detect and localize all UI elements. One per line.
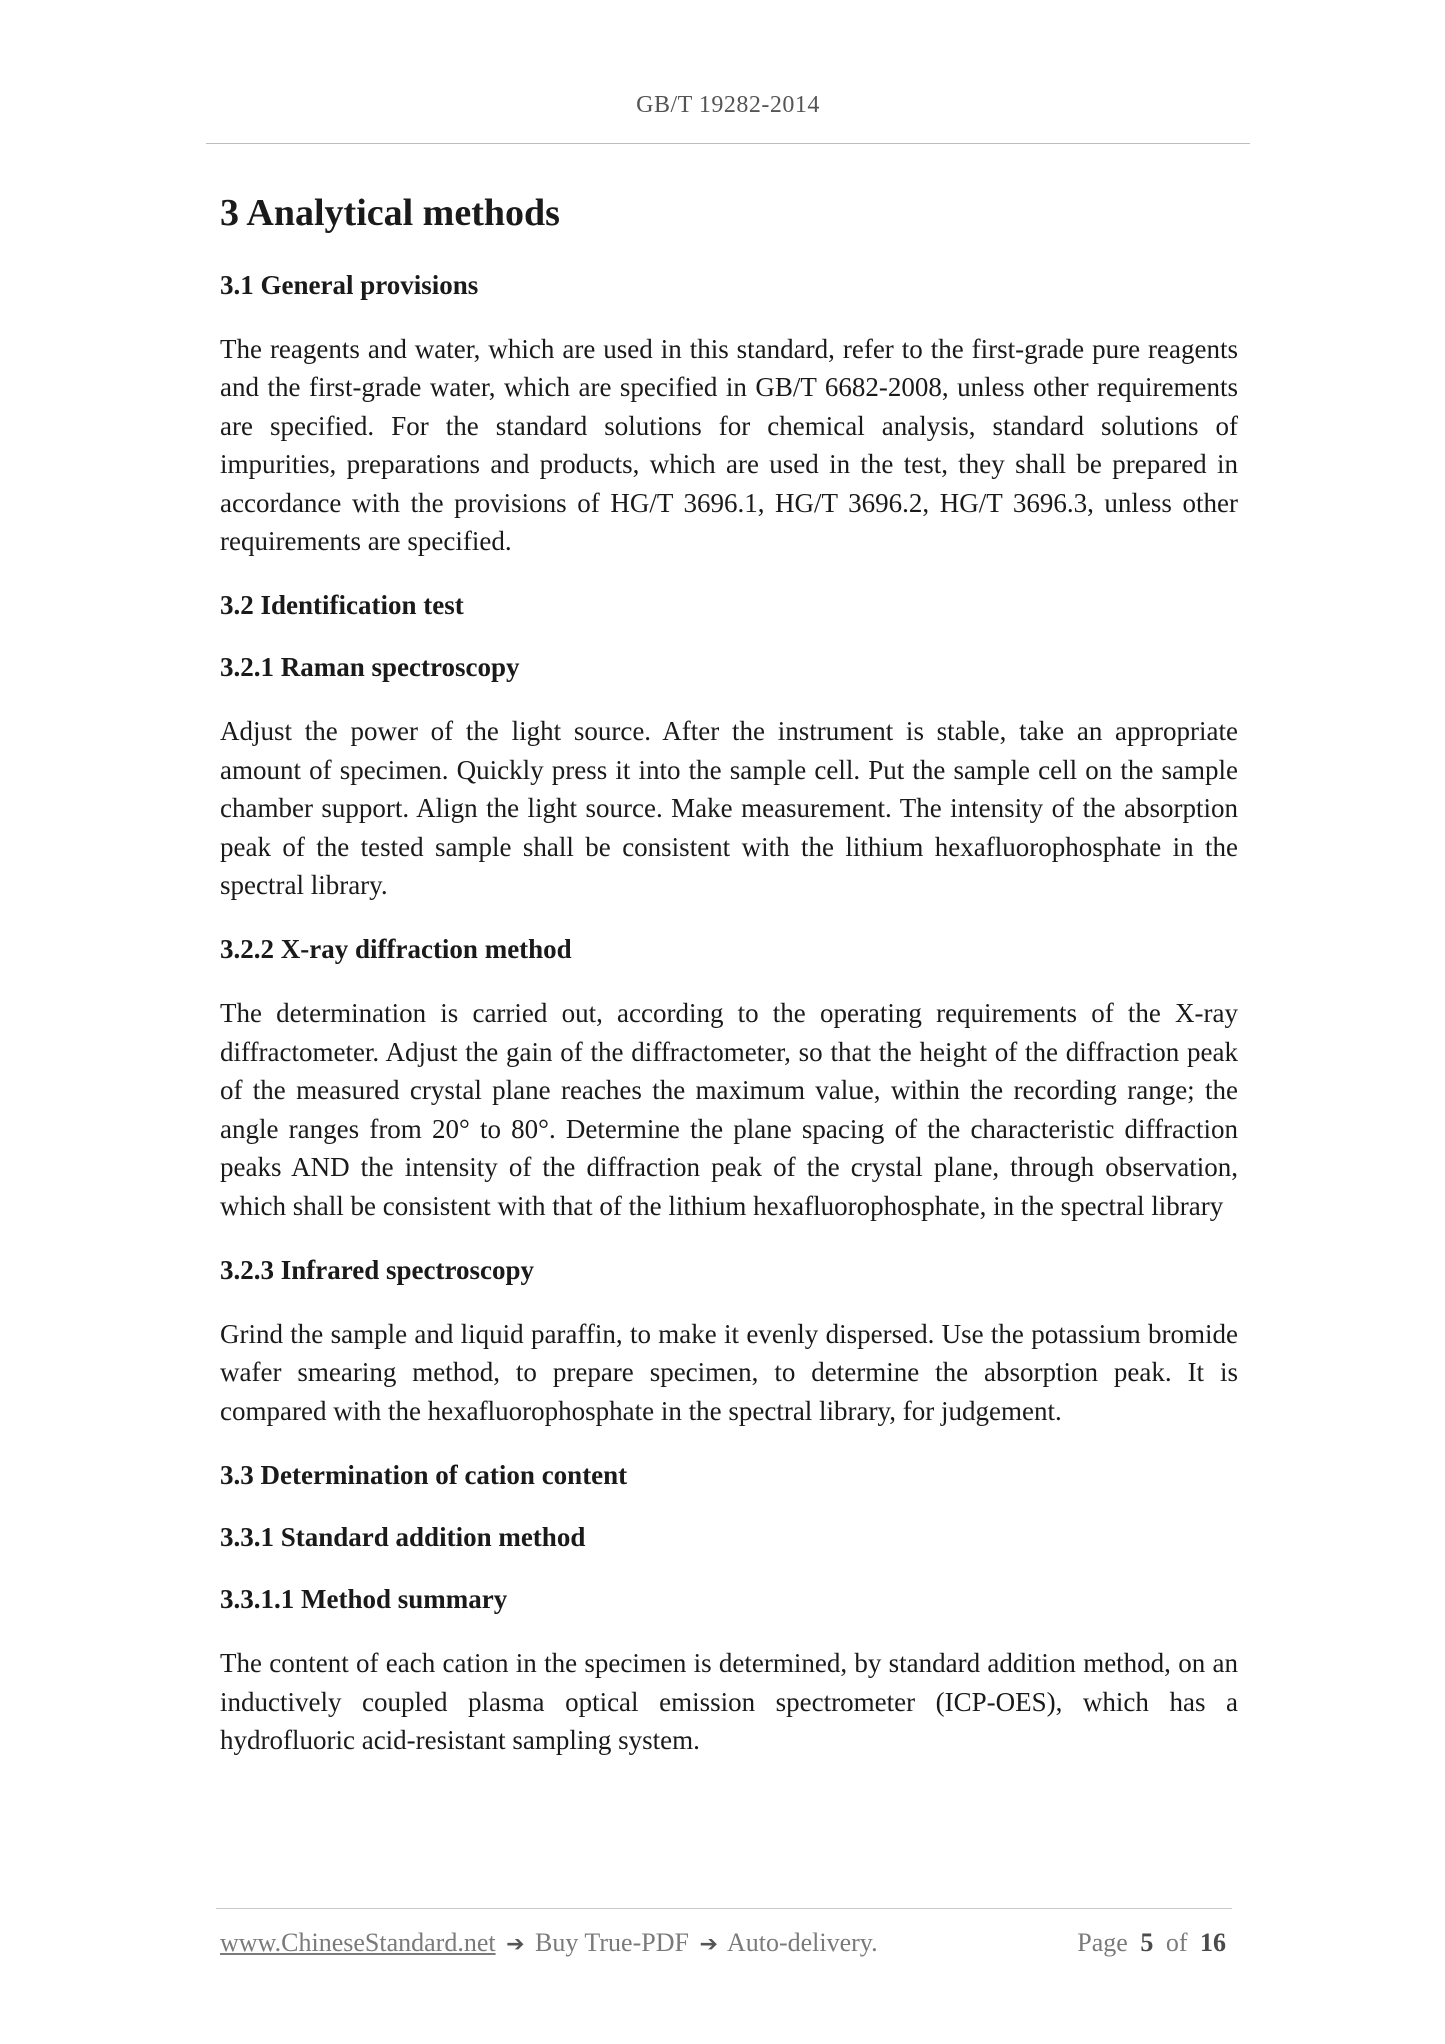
heading-3-1: 3.1 General provisions — [220, 270, 479, 300]
page-footer — [220, 1928, 1232, 1958]
right-arrow-icon: ➔ — [506, 1932, 525, 1957]
page-of: of — [1165, 1928, 1188, 1957]
header-divider — [206, 143, 1250, 144]
page-header-standard-code: GB/T 19282-2014 — [636, 92, 820, 118]
paragraph-3-1: The reagents and water, which are used in this standard, refer to the first-grade pure reagents and the first-grade water, which are specified in GB/T 6682-2008, unless other requirements are specified. For the standard solutions for chemical analysis, standard solutions of impurities, preparations and products, which are used in the test, they shall be prepared in accordance with the provisions of HG/T 3696.1, HG/T 3696.2, HG/T 3696.3, unless other requirements are specified. — [220, 334, 1238, 557]
footer-delivery-text: Auto-delivery. — [726, 1928, 878, 1957]
section-title: 3 Analytical methods — [220, 192, 560, 234]
heading-3-2-1: 3.2.1 Raman spectroscopy — [220, 652, 520, 683]
footer-buy-text: Buy True-PDF — [535, 1928, 689, 1957]
heading-3-3: 3.3 Determination of cation content — [220, 1460, 628, 1491]
paragraph-3-2-2: The determination is carried out, according to the operating requirements of the X-ray diffractometer. Adjust the gain of the diffractometer, so that the height of the diffraction peak of the measured crystal plane reaches the maximum value, within the recording range; the angle ranges from 20° to 80°. Determine the plane spacing of the characteristic diffraction peaks AND the intensity of the diffraction peak of the crystal plane, through observation, which shall be consistent with that of the lithium hexafluorophosphate, in the spectral library — [220, 998, 1238, 1221]
paragraph-3-2-1: Adjust the power of the light source. After the instrument is stable, take an appropriate amount of specimen. Quickly press it into the sample cell. Put the sample cell on the sample chamber support. Align the light source. Make measurement. The intensity of the absorption peak of the tested sample shall be consistent with the lithium hexafluorophosphate in the spectral library. — [220, 716, 1238, 901]
heading-3-2-3: 3.2.3 Infrared spectroscopy — [220, 1254, 534, 1285]
page-number — [1077, 1928, 1232, 1958]
heading-3-2-2: 3.2.2 X-ray diffraction method — [220, 934, 572, 965]
page-label: Page — [1077, 1928, 1128, 1957]
heading-3-2: 3.2 Identification test — [220, 590, 464, 621]
heading-3-3-1: 3.3.1 Standard addition method — [220, 1522, 586, 1553]
page-current: 5 — [1140, 1928, 1154, 1957]
footer-promo — [220, 1928, 878, 1958]
heading-3-3-1-1: 3.3.1.1 Method summary — [220, 1584, 508, 1615]
paragraph-3-3-1-1: The content of each cation in the specimen is determined, by standard addition method, on an inductively coupled plasma optical emission spectrometer (ICP-OES), which has a hydrofluoric acid-resistant sampling system. — [220, 1648, 1238, 1755]
site-link[interactable]: www.ChineseStandard.net — [220, 1928, 496, 1957]
page-total: 16 — [1200, 1928, 1226, 1957]
footer-divider — [216, 1908, 1232, 1909]
document-body — [220, 190, 1238, 1787]
right-arrow-icon: ➔ — [699, 1932, 718, 1957]
paragraph-3-2-3: Grind the sample and liquid paraffin, to make it evenly dispersed. Use the potassium bromide wafer smearing method, to prepare specimen, to determine the absorption peak. It is compared with the hexafluorophosphate in the spectral library, for judgement. — [220, 1318, 1238, 1426]
